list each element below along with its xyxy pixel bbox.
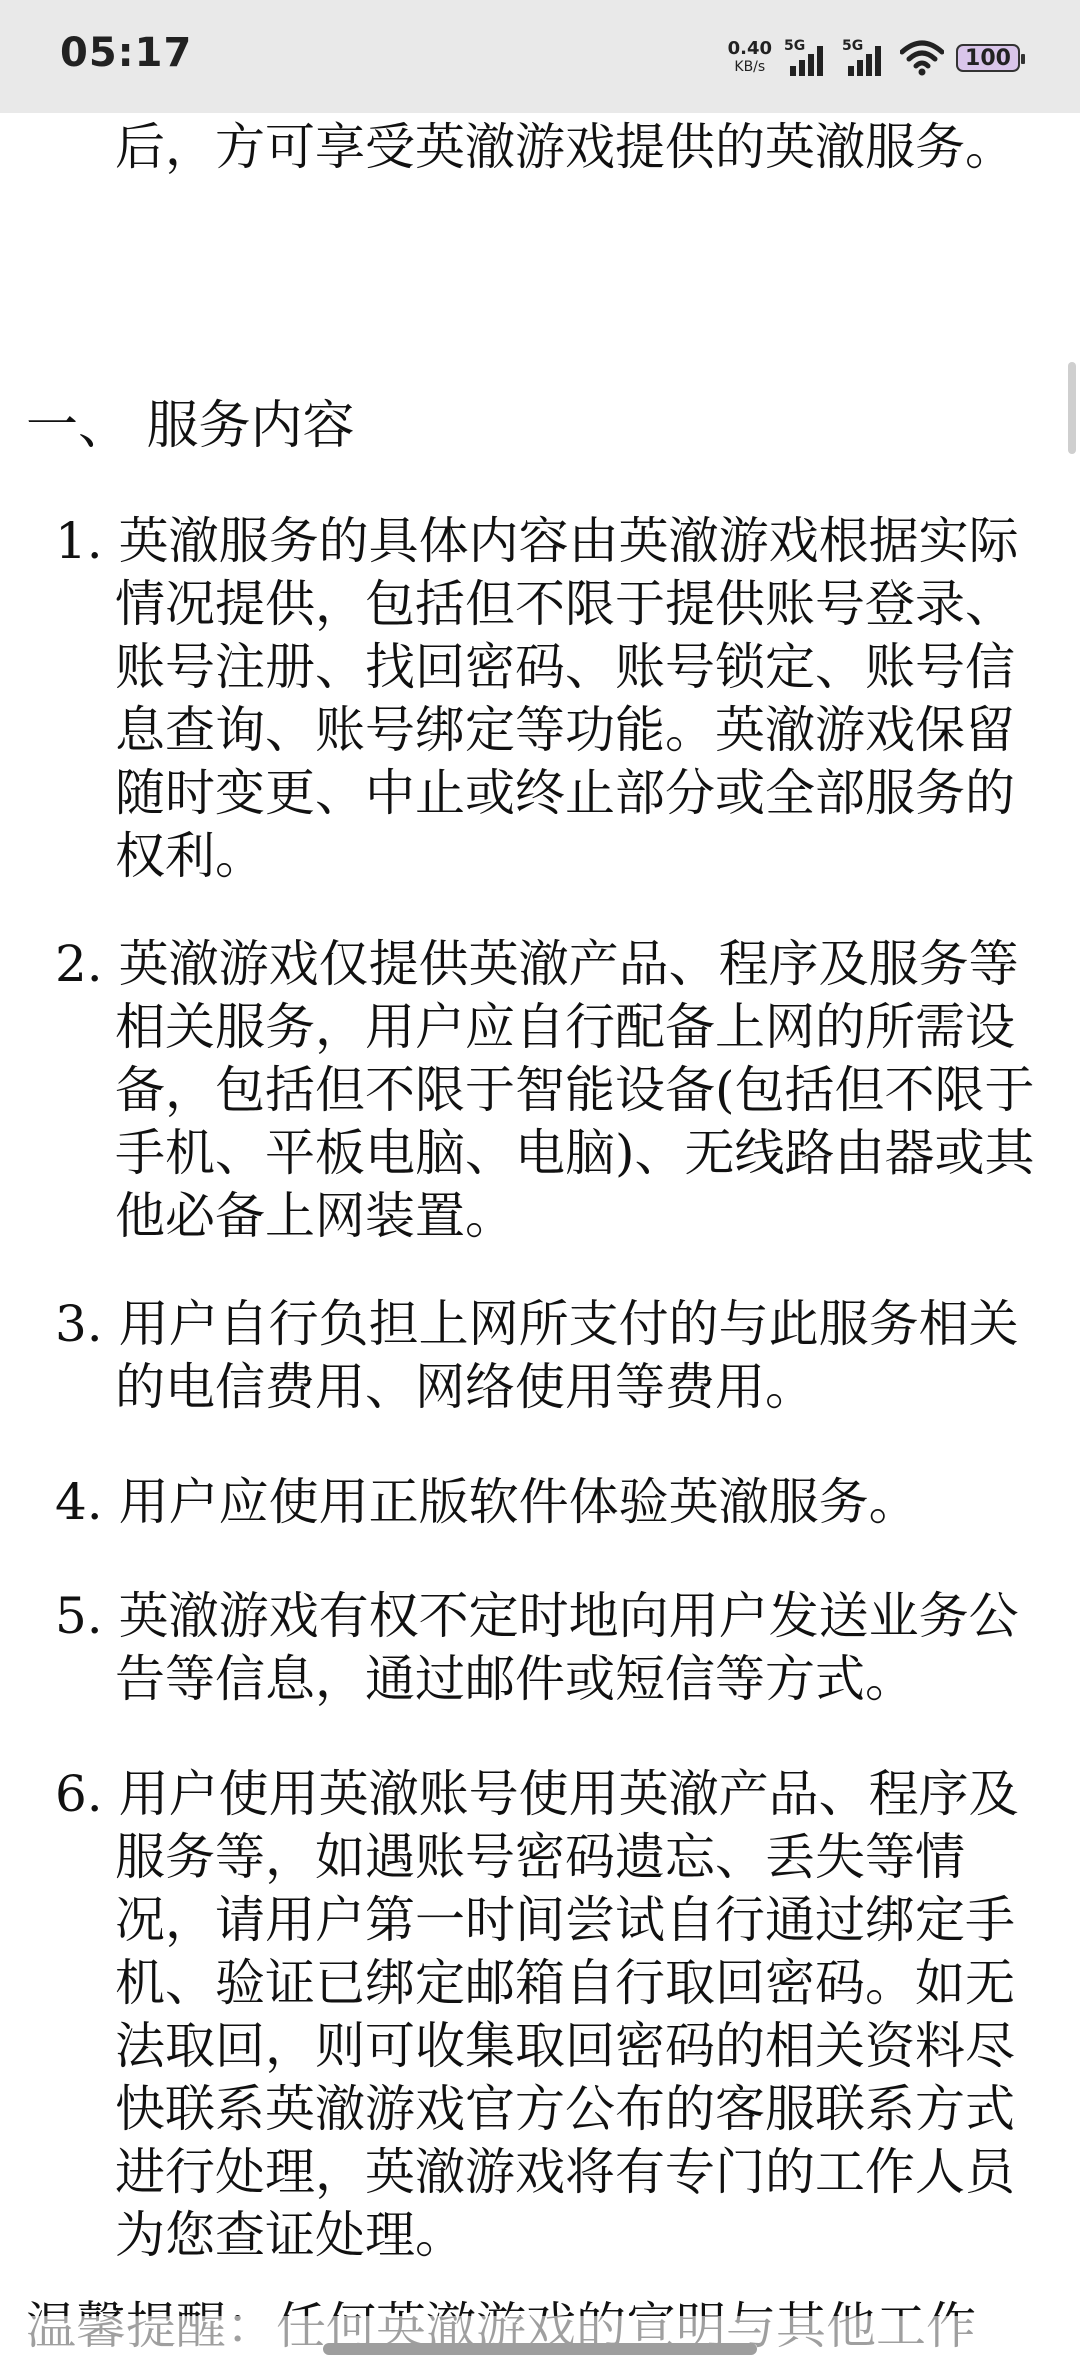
status-time: 05:17: [60, 30, 193, 76]
paragraph-continuation: 后，方可享受英澈游戏提供的英澈服务。: [115, 118, 1015, 176]
network-speed: [728, 40, 772, 76]
signal-icon: [784, 36, 830, 80]
signal-label: 5G: [784, 38, 806, 54]
network-speed-unit: KB/s: [734, 59, 766, 75]
signal-icon: [842, 36, 888, 80]
home-gesture-handle[interactable]: [323, 2343, 757, 2355]
terms-document[interactable]: [0, 113, 1080, 2376]
battery-level: 100: [965, 45, 1011, 71]
section-heading: 一、 服务内容: [26, 396, 355, 456]
list-item: 3. 用户自行负担上网所支付的与此服务相关的电信费用、网络使用等费用。: [55, 1295, 1019, 1416]
list-item: 1. 英澈服务的具体内容由英澈游戏根据实际情况提供，包括但不限于提供账号登录、账号注册、找回密码、账号锁定、账号信息查询、账号绑定等功能。英澈游戏保留随时变更、中止或终止部分或全部服务的权利。: [55, 512, 1019, 885]
network-speed-value: 0.40: [727, 38, 772, 59]
list-item: 6. 用户使用英澈账号使用英澈产品、程序及服务等，如遇账号密码遗忘、丢失等情况，请用户第一时间尝试自行通过绑定手机、验证已绑定邮箱自行取回密码。如无法取回，则可收集取回密码的相关资料尽快联系英澈游戏官方公布的客服联系方式进行处理，英澈游戏将有专门的工作人员为您查证处理。: [55, 1765, 1019, 2264]
status-bar: [0, 0, 1080, 113]
wifi-icon: [900, 40, 944, 76]
list-item: 4. 用户应使用正版软件体验英澈服务。: [55, 1473, 919, 1531]
signal-label: 5G: [842, 38, 864, 54]
list-item: 2. 英澈游戏仅提供英澈产品、程序及服务等相关服务，用户应自行配备上网的所需设备，包括但不限于智能设备(包括但不限于手机、平板电脑、电脑)、无线路由器或其他必备上网装置。: [55, 935, 1035, 1245]
navigation-bar: [0, 2316, 1080, 2376]
scrollbar[interactable]: [1068, 362, 1076, 454]
list-item: 5. 英澈游戏有权不定时地向用户发送业务公告等信息，通过邮件或短信等方式。: [55, 1587, 1019, 1708]
battery-icon: [956, 44, 1020, 72]
status-icons: [728, 36, 1020, 80]
